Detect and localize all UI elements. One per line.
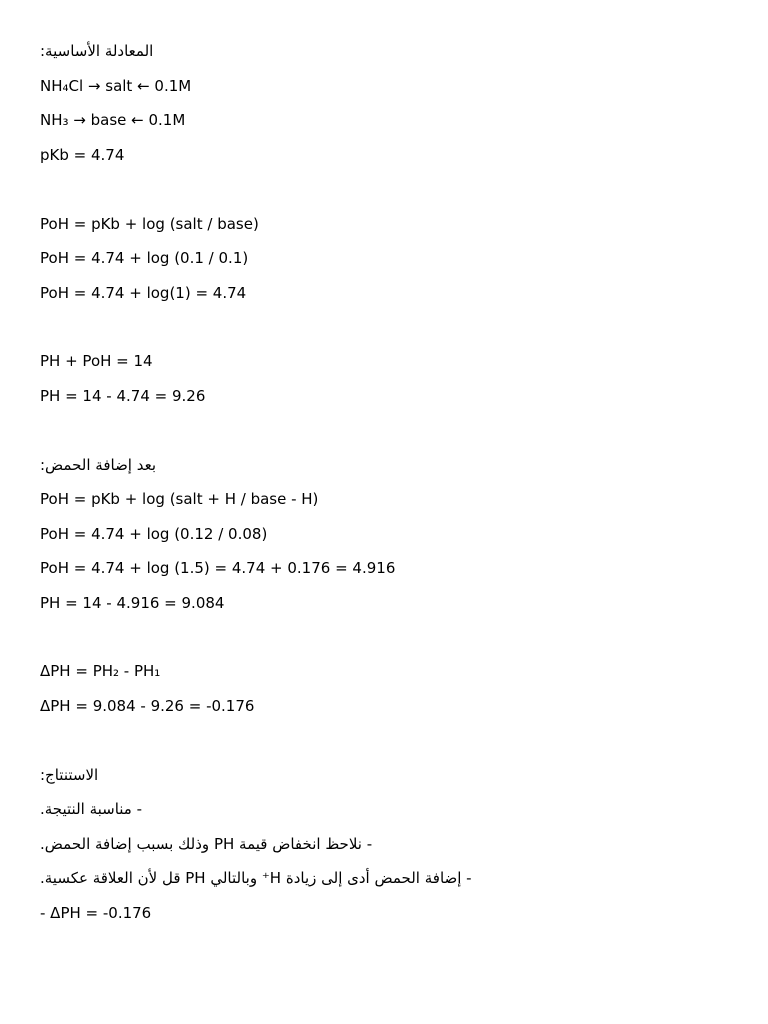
conclusion-item-2: - نلاحظ انخفاض قيمة PH وذلك بسبب إضافة الحمض.: [40, 835, 373, 853]
conclusion-item-1: - مناسبة النتيجة.: [40, 800, 143, 818]
poh-substitution-line: PoH = 4.74 + log (0.1 / 0.1): [40, 249, 249, 267]
poh-acid-formula-line: PoH = pKb + log (salt + H / base - H): [40, 490, 319, 508]
ph-relation-line: PH + PoH = 14: [40, 352, 153, 370]
poh-acid-result-line: PoH = 4.74 + log (1.5) = 4.74 + 0.176 = 4.916: [40, 559, 396, 577]
poh-formula-line: PoH = pKb + log (salt / base): [40, 215, 259, 233]
conclusion-item-4: - ΔPH = -0.176: [40, 904, 152, 922]
pkb-line: pKb = 4.74: [40, 146, 125, 164]
conclusion-item-3: - إضافة الحمض أدى إلى زيادة H⁺ وبالتالي PH قل لأن العلاقة عكسية.: [40, 869, 472, 887]
ph-acid-result-line: PH = 14 - 4.916 = 9.084: [40, 594, 225, 612]
base-concentration-line: NH₃ → base ← 0.1M: [40, 111, 186, 129]
conclusion-heading: الاستنتاج:: [40, 766, 99, 784]
salt-concentration-line: NH₄Cl → salt ← 0.1M: [40, 77, 192, 95]
poh-acid-substitution-line: PoH = 4.74 + log (0.12 / 0.08): [40, 525, 268, 543]
delta-ph-result-line: ΔPH = 9.084 - 9.26 = -0.176: [40, 697, 255, 715]
poh-result-line: PoH = 4.74 + log(1) = 4.74: [40, 284, 247, 302]
after-acid-heading: بعد إضافة الحمض:: [40, 456, 157, 474]
ph-result-line: PH = 14 - 4.74 = 9.26: [40, 387, 206, 405]
basics-heading: المعادلة الأساسية:: [40, 42, 154, 60]
delta-ph-formula-line: ΔPH = PH₂ - PH₁: [40, 662, 161, 680]
